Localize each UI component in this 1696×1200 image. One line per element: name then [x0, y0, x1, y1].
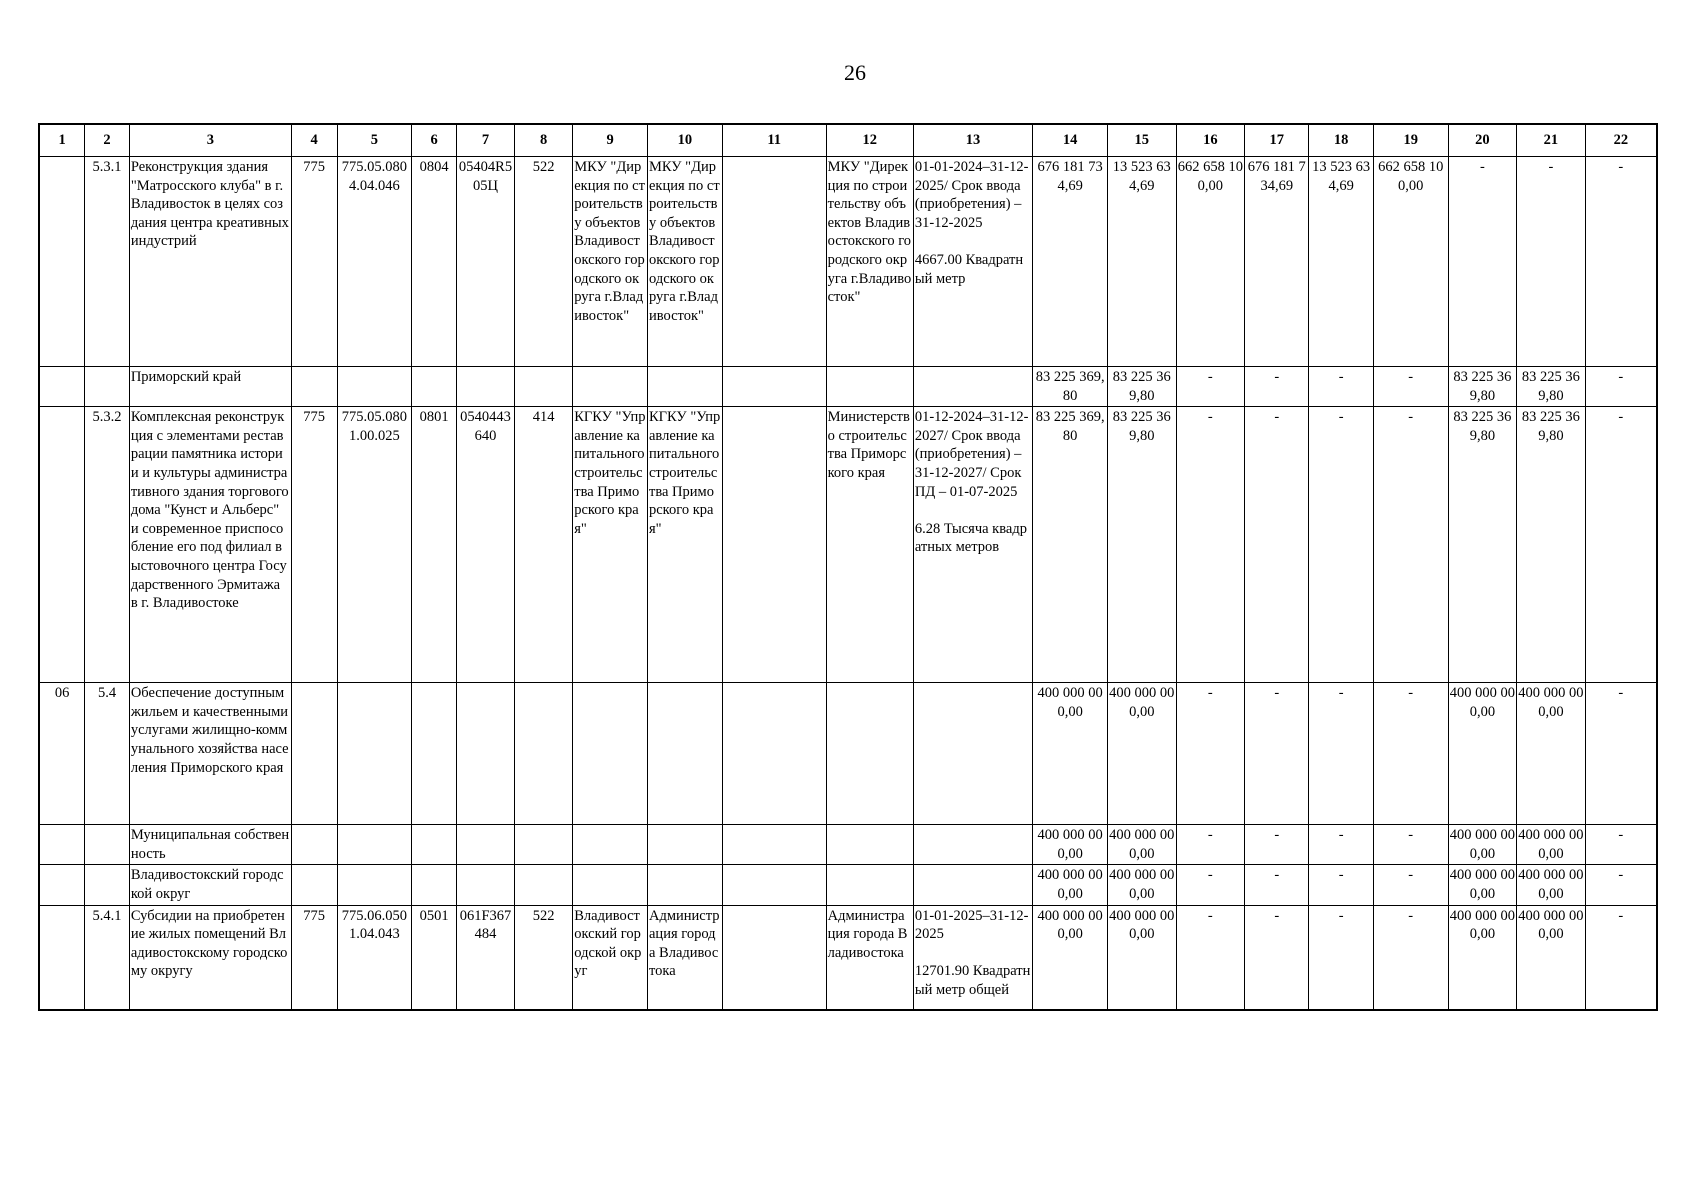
column-header-11: 11: [722, 124, 826, 157]
table-cell-col-17: -: [1245, 825, 1309, 865]
table-row: [39, 157, 1657, 367]
table-cell-col-21: -: [1517, 157, 1586, 367]
table-cell-col-4: 775: [291, 157, 337, 367]
table-cell-col-6: [412, 825, 457, 865]
table-cell-col-1: [39, 407, 85, 683]
column-header-20: 20: [1448, 124, 1517, 157]
column-header-1: 1: [39, 124, 85, 157]
column-header-7: 7: [456, 124, 514, 157]
table-cell-col-2: 5.3.1: [85, 157, 130, 367]
table-cell-col-2: 5.4: [85, 683, 130, 825]
table-cell-col-4: [291, 865, 337, 905]
table-cell-col-13: [913, 367, 1032, 407]
table-cell-col-18: -: [1309, 407, 1373, 683]
table-cell-col-19: -: [1373, 683, 1448, 825]
table-cell-col-5: [337, 865, 412, 905]
table-cell-col-7: 0540443640: [456, 407, 514, 683]
table-cell-col-18: -: [1309, 825, 1373, 865]
table-cell-col-5: 775.05.0804.04.046: [337, 157, 412, 367]
table-cell-col-16: -: [1176, 407, 1245, 683]
table-cell-col-10: [648, 367, 723, 407]
table-cell-col-12: Министерство строительства Приморского края: [826, 407, 913, 683]
table-cell-col-20: 400 000 000,00: [1448, 905, 1517, 1010]
table-cell-col-4: 775: [291, 905, 337, 1010]
table-cell-col-14: 400 000 000,00: [1033, 683, 1108, 825]
table-cell-col-8: 522: [515, 905, 573, 1010]
column-header-8: 8: [515, 124, 573, 157]
table-cell-col-20: -: [1448, 157, 1517, 367]
table-cell-col-3: Владивостокский городской округ: [129, 865, 291, 905]
column-header-5: 5: [337, 124, 412, 157]
table-cell-col-19: -: [1373, 367, 1448, 407]
table-cell-col-15: 400 000 000,00: [1108, 825, 1177, 865]
table-cell-col-1: [39, 905, 85, 1010]
table-cell-col-19: -: [1373, 905, 1448, 1010]
table-cell-col-8: 414: [515, 407, 573, 683]
table-cell-col-3: Обеспечение доступным жильем и качественными услугами жилищно-коммунального хозяйства населения Приморского края: [129, 683, 291, 825]
table-cell-col-15: 83 225 369,80: [1108, 407, 1177, 683]
table-cell-col-6: [412, 865, 457, 905]
column-header-13: 13: [913, 124, 1032, 157]
table-cell-col-5: [337, 683, 412, 825]
table-cell-col-9: [573, 865, 648, 905]
table-row: [39, 683, 1657, 825]
table-cell-col-6: 0501: [412, 905, 457, 1010]
table-cell-col-8: 522: [515, 157, 573, 367]
table-cell-col-18: -: [1309, 865, 1373, 905]
table-cell-col-22: -: [1585, 407, 1657, 683]
table-cell-col-10: КГКУ "Управление капитального строительства Приморского края": [648, 407, 723, 683]
table-cell-col-5: [337, 825, 412, 865]
table-cell-col-13: 01-01-2025–31-12-2025 12701.90 Квадратный метр общей: [913, 905, 1032, 1010]
table-cell-col-2: 5.3.2: [85, 407, 130, 683]
table-cell-col-1: [39, 367, 85, 407]
table-cell-col-6: [412, 367, 457, 407]
table-cell-col-17: -: [1245, 683, 1309, 825]
table-cell-col-20: 400 000 000,00: [1448, 865, 1517, 905]
table-cell-col-20: 400 000 000,00: [1448, 683, 1517, 825]
table-cell-col-11: [722, 825, 826, 865]
table-cell-col-17: -: [1245, 865, 1309, 905]
table-cell-col-8: [515, 367, 573, 407]
table-cell-col-12: [826, 825, 913, 865]
column-header-18: 18: [1309, 124, 1373, 157]
table-cell-col-13: [913, 865, 1032, 905]
table-cell-col-18: 13 523 634,69: [1309, 157, 1373, 367]
table-cell-col-1: [39, 865, 85, 905]
table-cell-col-8: [515, 865, 573, 905]
column-header-2: 2: [85, 124, 130, 157]
table-cell-col-22: -: [1585, 367, 1657, 407]
table-cell-col-14: 400 000 000,00: [1033, 825, 1108, 865]
table-cell-col-10: [648, 825, 723, 865]
table-row: [39, 865, 1657, 905]
table-cell-col-12: [826, 367, 913, 407]
table-cell-col-9: МКУ "Дирекция по строительству объектов Владивостокского городского округа г.Владивосток": [573, 157, 648, 367]
table-cell-col-14: 400 000 000,00: [1033, 865, 1108, 905]
table-cell-col-16: -: [1176, 825, 1245, 865]
table-row: [39, 407, 1657, 683]
table-cell-col-10: МКУ "Дирекция по строительству объектов Владивостокского городского округа г.Владивосток": [648, 157, 723, 367]
table-cell-col-18: -: [1309, 683, 1373, 825]
table-cell-col-17: -: [1245, 367, 1309, 407]
table-cell-col-7: [456, 825, 514, 865]
table-cell-col-22: -: [1585, 865, 1657, 905]
table-cell-col-7: [456, 683, 514, 825]
table-cell-col-13: 01-12-2024–31-12-2027/ Срок ввода (приобретения) – 31-12-2027/ Срок ПД – 01-07-2025 6.28 Тысяча квадратных метров: [913, 407, 1032, 683]
table-cell-col-20: 83 225 369,80: [1448, 367, 1517, 407]
table-cell-col-4: [291, 367, 337, 407]
table-cell-col-22: -: [1585, 157, 1657, 367]
table-cell-col-10: [648, 865, 723, 905]
table-cell-col-21: 83 225 369,80: [1517, 407, 1586, 683]
table-cell-col-5: [337, 367, 412, 407]
table-row: [39, 825, 1657, 865]
table-cell-col-16: 662 658 100,00: [1176, 157, 1245, 367]
table-cell-col-16: -: [1176, 905, 1245, 1010]
table-cell-col-4: 775: [291, 407, 337, 683]
budget-table: [38, 123, 1658, 1011]
column-header-19: 19: [1373, 124, 1448, 157]
table-cell-col-6: [412, 683, 457, 825]
table-cell-col-16: -: [1176, 865, 1245, 905]
table-cell-col-14: 400 000 000,00: [1033, 905, 1108, 1010]
table-row: [39, 905, 1657, 1010]
table-cell-col-19: -: [1373, 825, 1448, 865]
column-header-9: 9: [573, 124, 648, 157]
table-cell-col-3: Комплексная реконструкция с элементами реставрации памятника истории и культуры административного здания торгового дома "Кунст и Альберс" и современное приспособление его под филиал выстовочного центра Государственного Эрмитажа в г. Владивостоке: [129, 407, 291, 683]
table-cell-col-15: 400 000 000,00: [1108, 865, 1177, 905]
table-cell-col-20: 83 225 369,80: [1448, 407, 1517, 683]
table-cell-col-11: [722, 367, 826, 407]
table-cell-col-14: 83 225 369,80: [1033, 407, 1108, 683]
table-cell-col-12: [826, 865, 913, 905]
table-cell-col-21: 400 000 000,00: [1517, 905, 1586, 1010]
table-cell-col-4: [291, 825, 337, 865]
column-header-6: 6: [412, 124, 457, 157]
table-cell-col-17: -: [1245, 905, 1309, 1010]
table-cell-col-18: -: [1309, 905, 1373, 1010]
table-cell-col-12: [826, 683, 913, 825]
table-cell-col-15: 83 225 369,80: [1108, 367, 1177, 407]
table-cell-col-12: Администрация города Владивостока: [826, 905, 913, 1010]
table-cell-col-3: Муниципальная собственность: [129, 825, 291, 865]
column-header-4: 4: [291, 124, 337, 157]
table-cell-col-16: -: [1176, 683, 1245, 825]
table-cell-col-7: [456, 367, 514, 407]
page-number: 26: [844, 60, 866, 85]
table-cell-col-13: 01-01-2024–31-12-2025/ Срок ввода (приобретения) – 31-12-2025 4667.00 Квадратный метр: [913, 157, 1032, 367]
table-cell-col-21: 400 000 000,00: [1517, 825, 1586, 865]
table-cell-col-1: [39, 157, 85, 367]
table-cell-col-2: [85, 367, 130, 407]
table-cell-col-21: 400 000 000,00: [1517, 865, 1586, 905]
header-row: [39, 124, 1657, 157]
table-cell-col-5: 775.05.0801.00.025: [337, 407, 412, 683]
table-cell-col-3: Реконструкция здания "Матросского клуба" в г. Владивосток в целях создания центра креативных индустрий: [129, 157, 291, 367]
column-header-15: 15: [1108, 124, 1177, 157]
table-cell-col-4: [291, 683, 337, 825]
table-cell-col-6: 0801: [412, 407, 457, 683]
table-cell-col-13: [913, 825, 1032, 865]
table-cell-col-9: Владивостокский городской округ: [573, 905, 648, 1010]
table-cell-col-11: [722, 683, 826, 825]
table-row: [39, 367, 1657, 407]
table-cell-col-7: [456, 865, 514, 905]
table-cell-col-9: [573, 683, 648, 825]
table-cell-col-22: -: [1585, 905, 1657, 1010]
table-cell-col-11: [722, 157, 826, 367]
column-header-17: 17: [1245, 124, 1309, 157]
table-cell-col-22: -: [1585, 825, 1657, 865]
table-cell-col-18: -: [1309, 367, 1373, 407]
table-cell-col-15: 400 000 000,00: [1108, 683, 1177, 825]
table-cell-col-8: [515, 825, 573, 865]
table-cell-col-21: 83 225 369,80: [1517, 367, 1586, 407]
column-header-12: 12: [826, 124, 913, 157]
table-cell-col-9: [573, 825, 648, 865]
column-header-14: 14: [1033, 124, 1108, 157]
column-header-21: 21: [1517, 124, 1586, 157]
table-cell-col-12: МКУ "Дирекция по строительству объектов Владивостокского городского округа г.Владивосток": [826, 157, 913, 367]
table-cell-col-21: 400 000 000,00: [1517, 683, 1586, 825]
table-cell-col-22: -: [1585, 683, 1657, 825]
table-cell-col-17: -: [1245, 407, 1309, 683]
table-cell-col-2: [85, 825, 130, 865]
table-cell-col-15: 400 000 000,00: [1108, 905, 1177, 1010]
column-header-16: 16: [1176, 124, 1245, 157]
table-cell-col-19: -: [1373, 407, 1448, 683]
table-cell-col-6: 0804: [412, 157, 457, 367]
table-cell-col-19: 662 658 100,00: [1373, 157, 1448, 367]
column-header-3: 3: [129, 124, 291, 157]
table-cell-col-3: Субсидии на приобретение жилых помещений Владивостокскому городскому округу: [129, 905, 291, 1010]
column-header-10: 10: [648, 124, 723, 157]
table-cell-col-19: -: [1373, 865, 1448, 905]
table-cell-col-7: 05404R505Ц: [456, 157, 514, 367]
table-cell-col-7: 061F367484: [456, 905, 514, 1010]
table-cell-col-2: [85, 865, 130, 905]
table-cell-col-3: Приморский край: [129, 367, 291, 407]
table-cell-col-9: [573, 367, 648, 407]
table-cell-col-11: [722, 865, 826, 905]
table-cell-col-13: [913, 683, 1032, 825]
table-cell-col-10: Администрация города Владивостока: [648, 905, 723, 1010]
table-cell-col-9: КГКУ "Управление капитального строительства Приморского края": [573, 407, 648, 683]
table-cell-col-1: [39, 825, 85, 865]
table-cell-col-1: 06: [39, 683, 85, 825]
table-cell-col-15: 13 523 634,69: [1108, 157, 1177, 367]
table-cell-col-2: 5.4.1: [85, 905, 130, 1010]
table-cell-col-14: 676 181 734,69: [1033, 157, 1108, 367]
table-cell-col-17: 676 181 734,69: [1245, 157, 1309, 367]
table-cell-col-20: 400 000 000,00: [1448, 825, 1517, 865]
table-cell-col-11: [722, 905, 826, 1010]
column-header-22: 22: [1585, 124, 1657, 157]
table-cell-col-5: 775.06.0501.04.043: [337, 905, 412, 1010]
table-cell-col-10: [648, 683, 723, 825]
table-cell-col-8: [515, 683, 573, 825]
table-cell-col-14: 83 225 369,80: [1033, 367, 1108, 407]
table-cell-col-11: [722, 407, 826, 683]
table-cell-col-16: -: [1176, 367, 1245, 407]
